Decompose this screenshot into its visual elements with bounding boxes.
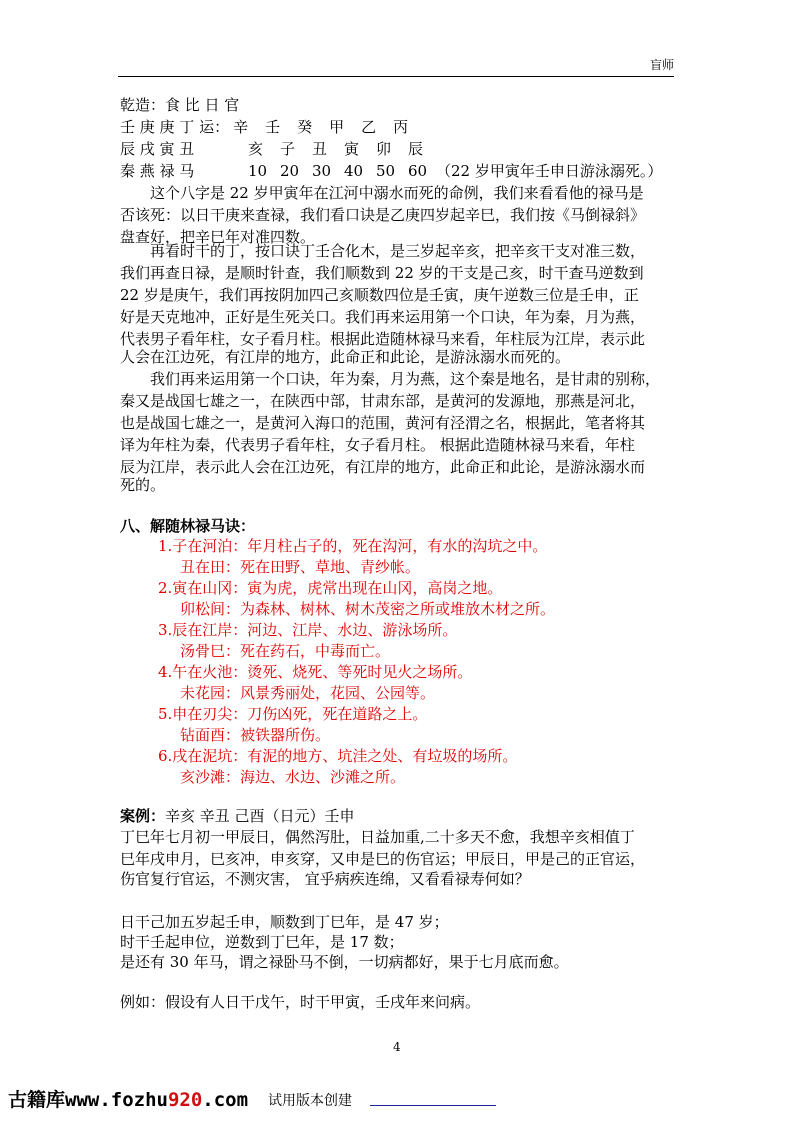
case-chart: 辛亥 辛丑 己酉（日元）壬申 <box>165 807 355 825</box>
footer-site-num: 920 <box>167 1089 203 1111</box>
verse-item: 1.子在河泊：年月柱占子的，死在沟河，有水的沟坑之中。 <box>158 537 548 555</box>
chart-row-2-luck <box>233 118 425 136</box>
para3-line: 译为年柱为秦，代表男子看年柱，女子看月柱。 根据此造随林禄马来看，年柱 <box>120 436 635 454</box>
chart-note: （22 岁甲寅年壬申日游泳溺死。） <box>436 162 663 180</box>
footer-site-prefix: www.fozhu <box>65 1089 168 1111</box>
footer-note: 试用版本创建 <box>268 1093 352 1109</box>
chart-row-4 <box>120 160 662 182</box>
analysis-line: 时干壬起申位，逆数到丁巳年，是 17 数； <box>120 933 404 951</box>
case-line: 丁巳年七月初一甲辰日，偶然泻肚，日益加重,二十多天不愈，我想辛亥相值丁 <box>120 828 635 846</box>
verse-item: 丑在田：死在田野、草地、青纱帐。 <box>180 558 421 576</box>
case-line: 巳年戌申月，巳亥冲，申亥穿，又申是巳的伤官运；甲辰日，甲是己的正官运， <box>120 850 646 868</box>
analysis-line: 是还有 30 年马，谓之禄卧马不倒，一切病都好，果于七月底而愈。 <box>120 953 569 971</box>
verse-item: 4.午在火池：烫死、烧死、等死时见火之场所。 <box>158 663 473 681</box>
verse-item: 汤骨巳：死在药石，中毒而亡。 <box>180 642 391 660</box>
luck-branch: 寅 <box>344 140 360 158</box>
footer-watermark <box>8 1085 248 1112</box>
verse-item: 5.申在刃尖：刀伤凶死，死在道路之上。 <box>158 705 428 723</box>
luck-age: 60 <box>408 162 428 180</box>
footer-underline <box>370 1105 496 1106</box>
verse-item: 钻面酉：被铁器所伤。 <box>180 726 331 744</box>
luck-age: 50 <box>376 162 396 180</box>
para3-line: 辰为江岸，表示此人会在江边死，有江岸的地方，此命正和此论，是游泳溺水而 <box>120 458 646 476</box>
verse-item: 3.辰在江岸：河边、江岸、水边、游泳场所。 <box>158 621 458 639</box>
luck-stem: 乙 <box>361 118 377 136</box>
para2-line: 代表男子看年柱，女子看月柱。根据此造随林禄马来看，年柱辰为江岸，表示此 <box>120 330 646 348</box>
luck-age: 20 <box>280 162 300 180</box>
luck-branch: 丑 <box>312 140 328 158</box>
footer-logo-text: 古籍库 <box>8 1089 66 1111</box>
luck-branch: 亥 <box>248 140 264 158</box>
para3-line: 死的。 <box>120 476 166 494</box>
luck-branch: 卯 <box>376 140 392 158</box>
section-title: 八、解随林禄马诀： <box>120 517 256 535</box>
chart-row-3-branches: 辰 戌 寅 丑 <box>120 140 195 158</box>
verse-item: 亥沙滩：海边、水边、沙滩之所。 <box>180 768 406 786</box>
luck-branch: 子 <box>280 140 296 158</box>
case-title <box>120 805 355 827</box>
luck-stem: 辛 <box>233 118 249 136</box>
luck-stem: 甲 <box>329 118 345 136</box>
case-label: 案例： <box>120 807 166 825</box>
luck-age: 10 <box>248 162 268 180</box>
luck-stem: 癸 <box>297 118 313 136</box>
luck-stem: 壬 <box>265 118 281 136</box>
luck-branch: 辰 <box>408 140 424 158</box>
chart-row-2 <box>120 116 425 138</box>
verse-item: 6.戌在泥坑：有泥的地方、坑洼之处、有垃圾的场所。 <box>158 747 518 765</box>
chart-row-4-ages <box>248 162 436 180</box>
luck-age: 30 <box>312 162 332 180</box>
para2-line: 我们再查日禄，是顺时针查，我们顺数到 22 岁的干支是己亥，时干查马逆数到 <box>120 264 644 282</box>
chart-row-3 <box>120 138 440 160</box>
chart-row-4-labels: 秦 燕 禄 马 <box>120 162 195 180</box>
para1-line: 盘查好，把辛巳年对准四数。 <box>120 228 316 246</box>
luck-stem: 丙 <box>393 118 409 136</box>
para2-line: 再看时干的丁，按口诀丁壬合化木，是三岁起辛亥，把辛亥干支对准三数， <box>120 242 646 260</box>
chart-row-2-stems: 壬 庚 庚 丁 运： <box>120 118 230 136</box>
page-number: 4 <box>393 1040 401 1054</box>
header-title: 盲师 <box>650 58 675 72</box>
chart-row-1: 乾造：食 比 日 官 <box>120 96 240 114</box>
example-line: 例如：假设有人日干戊午，时干甲寅，壬戌年来问病。 <box>120 993 481 1011</box>
para3-line: 秦又是战国七雄之一，在陕西中部，甘肃东部，是黄河的发源地，那燕是河北， <box>120 392 646 410</box>
para2-line: 人会在江边死，有江岸的地方，此命正和此论，是游泳溺水而死的。 <box>120 348 571 366</box>
verse-item: 卯松间：为森林、树林、树木茂密之所或堆放木材之所。 <box>180 600 556 618</box>
para2-line: 好是天克地冲，正好是生死关口。我们再来运用第一个口诀，年为秦，月为燕， <box>120 308 646 326</box>
luck-age: 40 <box>344 162 364 180</box>
para3-line: 我们再来运用第一个口诀，年为秦，月为燕，这个秦是地名，是甘肃的别称， <box>120 370 661 388</box>
verse-item: 2.寅在山冈：寅为虎，虎常出现在山冈，高岗之地。 <box>158 579 503 597</box>
chart-row-3-luck <box>248 140 440 158</box>
para3-line: 也是战国七雄之一，是黄河入海口的范围，黄河有泾渭之名，根据此，笔者将其 <box>120 414 646 432</box>
analysis-line: 日干己加五岁起壬申，顺数到丁巳年，是 47 岁； <box>120 913 449 931</box>
para1-line: 这个八字是 22 岁甲寅年在江河中溺水而死的命例，我们来看看他的禄马是 <box>120 184 644 202</box>
footer-site-suffix: .com <box>202 1089 249 1111</box>
para2-line: 22 岁是庚午，我们再按阴加四己亥顺数四位是壬寅，庚午逆数三位是壬申，正 <box>120 286 639 304</box>
verse-item: 未花园：风景秀丽处，花园、公园等。 <box>180 684 436 702</box>
case-line: 伤官复行官运，不测灾害， 宜乎病疾连绵，又看看禄寿何如？ <box>120 870 530 888</box>
para1-line: 否该死：以日干庚来查禄，我们看口诀是乙庚四岁起辛巳，我们按《马倒禄斜》 <box>120 206 646 224</box>
header-rule <box>118 76 674 77</box>
